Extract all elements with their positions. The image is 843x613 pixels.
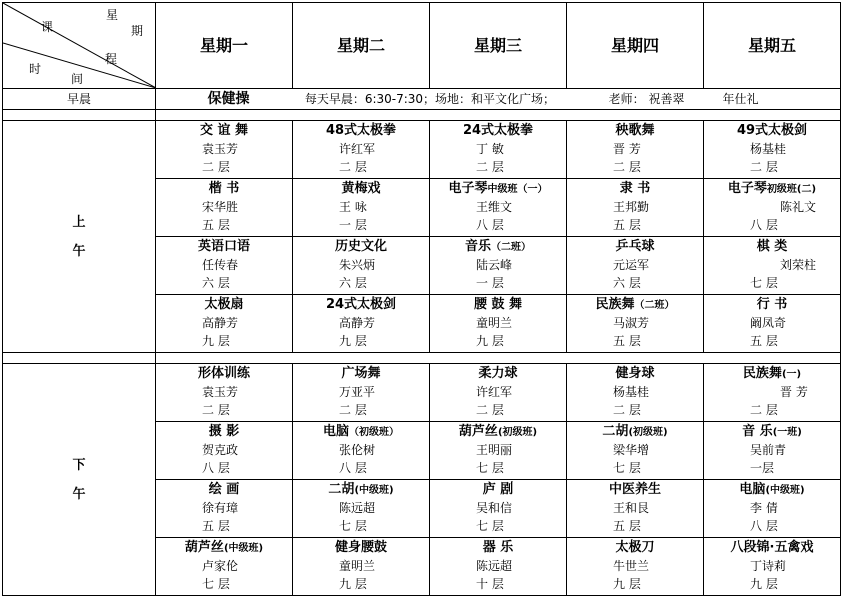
gap-row	[3, 353, 841, 364]
course-title: 49式太极剑	[736, 123, 808, 138]
course-cell	[293, 295, 430, 353]
course-title: 葫芦丝	[184, 540, 224, 555]
course-teacher: 朱兴炳	[339, 258, 376, 272]
course-name	[156, 422, 292, 441]
course-cell	[704, 179, 841, 237]
course-floor: 二 层	[476, 403, 504, 417]
course-name	[293, 179, 429, 198]
course-floor: 八 层	[202, 461, 230, 475]
pm-label	[3, 364, 156, 596]
course-name	[293, 480, 429, 499]
course-cell	[156, 364, 293, 422]
course-floor: 八 层	[750, 519, 778, 533]
course-name	[567, 480, 703, 499]
corner-cheng: 程	[105, 52, 118, 66]
course-teacher: 吴和信	[476, 501, 513, 515]
day-header-wed: 星期三	[430, 3, 567, 89]
course-floor: 二 层	[613, 403, 641, 417]
course-title: 24式太极拳	[462, 123, 534, 138]
course-title: 二胡	[602, 424, 629, 439]
course-teacher: 童明兰	[476, 316, 513, 330]
course-title: 电子琴	[448, 181, 488, 196]
corner-xing: 星	[106, 8, 119, 22]
course-floor: 九 层	[339, 334, 367, 348]
course-title: 24式太极剑	[325, 297, 397, 312]
course-title: 柔力球	[478, 366, 518, 381]
course-class-tag: 初级班(二)	[766, 184, 817, 195]
course-teacher: 牛世兰	[613, 559, 650, 573]
course-name	[293, 237, 429, 256]
course-floor: 五 层	[750, 334, 778, 348]
course-teacher: 王邦勤	[613, 200, 650, 214]
corner-jian: 间	[71, 72, 84, 86]
course-floor: 九 层	[476, 334, 504, 348]
course-title: 中医养生	[608, 482, 661, 497]
course-floor: 二 层	[750, 403, 778, 417]
course-title: 行 书	[756, 297, 788, 312]
course-cell	[704, 121, 841, 179]
course-floor: 二 层	[339, 403, 367, 417]
header-row	[3, 3, 841, 89]
course-teacher: 吴前青	[750, 443, 787, 457]
course-floor: 六 层	[339, 276, 367, 290]
course-name	[567, 538, 703, 557]
course-title: 健身腰鼓	[334, 540, 387, 555]
course-name	[430, 179, 566, 198]
course-floor: 八 层	[750, 218, 778, 232]
course-name	[430, 237, 566, 256]
course-floor: 二 层	[339, 160, 367, 174]
day-header-mon: 星期一	[156, 3, 293, 89]
course-title: 葫芦丝	[458, 424, 498, 439]
course-cell	[567, 295, 704, 353]
course-name	[704, 480, 840, 499]
course-cell	[704, 422, 841, 480]
course-cell	[430, 121, 567, 179]
course-name	[704, 538, 840, 557]
course-title: 民族舞	[742, 366, 782, 381]
course-class-tag: (中级班)	[765, 485, 805, 496]
course-title: 摄 影	[208, 424, 240, 439]
course-title: 民族舞	[595, 297, 635, 312]
course-floor: 五 层	[202, 218, 230, 232]
course-teacher: 卢家伦	[202, 559, 239, 573]
course-cell	[293, 422, 430, 480]
course-cell	[430, 422, 567, 480]
course-cell	[430, 179, 567, 237]
course-title: 电脑	[739, 482, 766, 497]
course-class-tag: (一班)	[772, 427, 802, 438]
course-floor: 七 层	[613, 461, 641, 475]
corner-ke: 课	[41, 20, 54, 34]
course-cell	[567, 422, 704, 480]
course-title: 绘 画	[208, 482, 240, 497]
course-title: 腰 鼓 舞	[473, 297, 523, 312]
course-name	[430, 295, 566, 314]
course-class-tag: （二班）	[491, 242, 531, 253]
course-teacher: 梁华增	[613, 443, 650, 457]
course-floor: 一 层	[339, 218, 367, 232]
course-title: 广场舞	[341, 366, 381, 381]
course-title: 隶 书	[619, 181, 651, 196]
course-title: 太极刀	[615, 540, 655, 555]
morning-label: 早晨	[3, 89, 156, 110]
course-title: 八段锦·五禽戏	[730, 540, 814, 555]
course-floor: 二 层	[202, 403, 230, 417]
course-floor: 十 层	[476, 577, 504, 591]
course-title: 黄梅戏	[341, 181, 381, 196]
course-name	[293, 364, 429, 383]
course-name	[567, 364, 703, 383]
course-floor: 六 层	[202, 276, 230, 290]
course-teacher: 陆云峰	[476, 258, 513, 272]
course-teacher: 王 咏	[339, 200, 367, 214]
morning-row	[3, 89, 841, 110]
am-label-1: 上	[72, 214, 86, 230]
course-teacher: 童明兰	[339, 559, 376, 573]
course-class-tag: （二班）	[634, 300, 675, 311]
course-name	[156, 295, 292, 314]
course-title: 历史文化	[334, 239, 387, 254]
course-floor: 六 层	[613, 276, 641, 290]
course-name	[704, 295, 840, 314]
course-teacher: 杨基桂	[613, 385, 650, 399]
course-name	[156, 121, 292, 140]
course-cell	[567, 237, 704, 295]
course-teacher: 陈远超	[339, 501, 376, 515]
morning-teacher-2: 年仕礼	[722, 92, 759, 106]
course-title: 楷 书	[208, 181, 240, 196]
schedule-table	[2, 2, 841, 596]
day-header-tue: 星期二	[293, 3, 430, 89]
course-cell	[156, 480, 293, 538]
course-title: 音乐	[464, 239, 491, 254]
course-name	[430, 364, 566, 383]
course-floor: 五 层	[202, 519, 230, 533]
course-teacher: 晋 芳	[780, 385, 808, 399]
pm-label-2: 午	[72, 486, 86, 502]
course-teacher: 徐有璋	[202, 501, 239, 515]
course-title: 音 乐	[742, 424, 773, 439]
course-floor: 五 层	[613, 334, 641, 348]
course-title: 棋 类	[756, 239, 788, 254]
course-cell	[293, 121, 430, 179]
course-title: 交 谊 舞	[199, 123, 249, 138]
course-floor: 七 层	[202, 577, 230, 591]
course-cell	[293, 237, 430, 295]
course-name	[430, 538, 566, 557]
pm-row	[3, 364, 841, 422]
day-header-fri: 星期五	[704, 3, 841, 89]
course-name	[704, 121, 840, 140]
course-floor: 九 层	[339, 577, 367, 591]
course-name	[567, 422, 703, 441]
course-cell	[430, 364, 567, 422]
course-title: 健身球	[615, 366, 655, 381]
course-cell	[156, 422, 293, 480]
course-title: 乒乓球	[615, 239, 655, 254]
course-title: 电脑	[322, 424, 349, 439]
course-cell	[567, 179, 704, 237]
course-teacher: 阚凤奇	[750, 316, 787, 330]
course-title: 秧歌舞	[615, 123, 655, 138]
course-name	[156, 364, 292, 383]
am-label-2: 午	[72, 243, 86, 259]
course-teacher: 陈礼文	[780, 200, 817, 214]
course-teacher: 丁 敏	[476, 142, 504, 156]
course-teacher: 丁诗莉	[750, 559, 787, 573]
course-cell	[704, 364, 841, 422]
course-teacher: 杨基桂	[750, 142, 787, 156]
gap-row	[3, 110, 841, 121]
course-class-tag: （初级班）	[349, 427, 399, 438]
course-title: 形体训练	[197, 366, 250, 381]
course-title: 二胡	[328, 482, 355, 497]
course-cell	[704, 480, 841, 538]
course-name	[567, 237, 703, 256]
course-teacher: 张伦树	[339, 443, 376, 457]
day-header-thu: 星期四	[567, 3, 704, 89]
course-cell	[567, 364, 704, 422]
course-floor: 七 层	[750, 276, 778, 290]
course-name	[567, 121, 703, 140]
course-teacher: 贺克政	[202, 443, 239, 457]
course-cell	[293, 364, 430, 422]
course-teacher: 陈远超	[476, 559, 513, 573]
course-teacher: 元运军	[613, 258, 650, 272]
course-cell	[156, 179, 293, 237]
course-name	[156, 179, 292, 198]
course-floor: 二 层	[476, 160, 504, 174]
course-name	[430, 121, 566, 140]
course-title: 电子琴	[727, 181, 767, 196]
course-cell	[430, 237, 567, 295]
morning-activity: 保健操	[207, 91, 250, 107]
course-name	[293, 538, 429, 557]
course-floor: 九 层	[750, 577, 778, 591]
course-teacher: 刘荣柱	[780, 258, 817, 272]
course-cell	[156, 237, 293, 295]
course-name	[704, 179, 840, 198]
course-floor: 二 层	[613, 160, 641, 174]
course-floor: 九 层	[613, 577, 641, 591]
course-cell	[567, 480, 704, 538]
course-teacher: 高静芳	[339, 316, 376, 330]
course-cell	[293, 179, 430, 237]
course-teacher: 宋华胜	[202, 200, 239, 214]
course-name	[430, 422, 566, 441]
course-teacher: 马淑芳	[613, 316, 650, 330]
course-floor: 八 层	[476, 218, 504, 232]
course-teacher: 万亚平	[339, 385, 376, 399]
course-teacher: 王维文	[476, 200, 513, 214]
course-cell	[704, 295, 841, 353]
course-teacher: 王明丽	[476, 443, 513, 457]
course-cell	[567, 538, 704, 596]
course-cell	[156, 538, 293, 596]
course-name	[156, 538, 292, 557]
course-floor: 八 层	[339, 461, 367, 475]
course-name	[704, 422, 840, 441]
course-floor: 七 层	[476, 461, 504, 475]
course-floor: 七 层	[339, 519, 367, 533]
course-cell	[156, 295, 293, 353]
course-floor: 一层	[750, 461, 775, 475]
course-title: 英语口语	[197, 239, 250, 254]
course-name	[567, 295, 703, 314]
course-cell	[430, 538, 567, 596]
course-floor: 五 层	[613, 218, 641, 232]
course-cell	[704, 538, 841, 596]
course-name	[293, 422, 429, 441]
course-cell	[430, 295, 567, 353]
course-class-tag: (初级班)	[497, 427, 538, 438]
course-name	[430, 480, 566, 499]
course-class-tag: (中级班)	[223, 543, 264, 554]
course-name	[293, 295, 429, 314]
course-teacher: 高静芳	[202, 316, 239, 330]
course-name	[156, 480, 292, 499]
course-floor: 二 层	[750, 160, 778, 174]
morning-info	[156, 89, 841, 110]
course-class-tag: 中级班（一）	[487, 184, 548, 195]
course-teacher: 李 倩	[750, 501, 778, 515]
course-name	[156, 237, 292, 256]
course-title: 48式太极拳	[325, 123, 397, 138]
course-teacher: 许红军	[339, 142, 376, 156]
am-row	[3, 121, 841, 179]
course-floor: 七 层	[476, 519, 504, 533]
course-teacher: 任传春	[202, 258, 239, 272]
course-cell	[293, 538, 430, 596]
course-title: 庐 剧	[482, 482, 514, 497]
am-label	[3, 121, 156, 353]
course-name	[704, 364, 840, 383]
course-floor: 九 层	[202, 334, 230, 348]
course-title: 太极扇	[204, 297, 244, 312]
course-teacher: 袁玉芳	[202, 142, 239, 156]
pm-label-1: 下	[72, 457, 86, 473]
course-class-tag: (中级班)	[354, 485, 394, 496]
corner-cell	[3, 3, 156, 89]
course-name	[704, 237, 840, 256]
course-floor: 一 层	[476, 276, 504, 290]
course-teacher: 王和艮	[613, 501, 650, 515]
course-teacher: 晋 芳	[613, 142, 641, 156]
course-cell	[567, 121, 704, 179]
course-teacher: 袁玉芳	[202, 385, 239, 399]
course-class-tag: (一)	[781, 369, 802, 380]
course-teacher: 许红军	[476, 385, 513, 399]
course-floor: 二 层	[202, 160, 230, 174]
course-cell	[156, 121, 293, 179]
morning-teacher: 老师： 祝善翠	[608, 92, 685, 106]
morning-detail: 每天早晨：6:30-7:30；场地：和平文化广场；	[304, 92, 556, 106]
course-name	[293, 121, 429, 140]
course-floor: 五 层	[613, 519, 641, 533]
course-title: 器 乐	[482, 540, 514, 555]
corner-qi: 期	[131, 24, 144, 38]
corner-shi: 时	[29, 62, 42, 76]
course-name	[567, 179, 703, 198]
course-cell	[293, 480, 430, 538]
course-class-tag: (初级班)	[628, 427, 668, 438]
course-cell	[430, 480, 567, 538]
course-cell	[704, 237, 841, 295]
